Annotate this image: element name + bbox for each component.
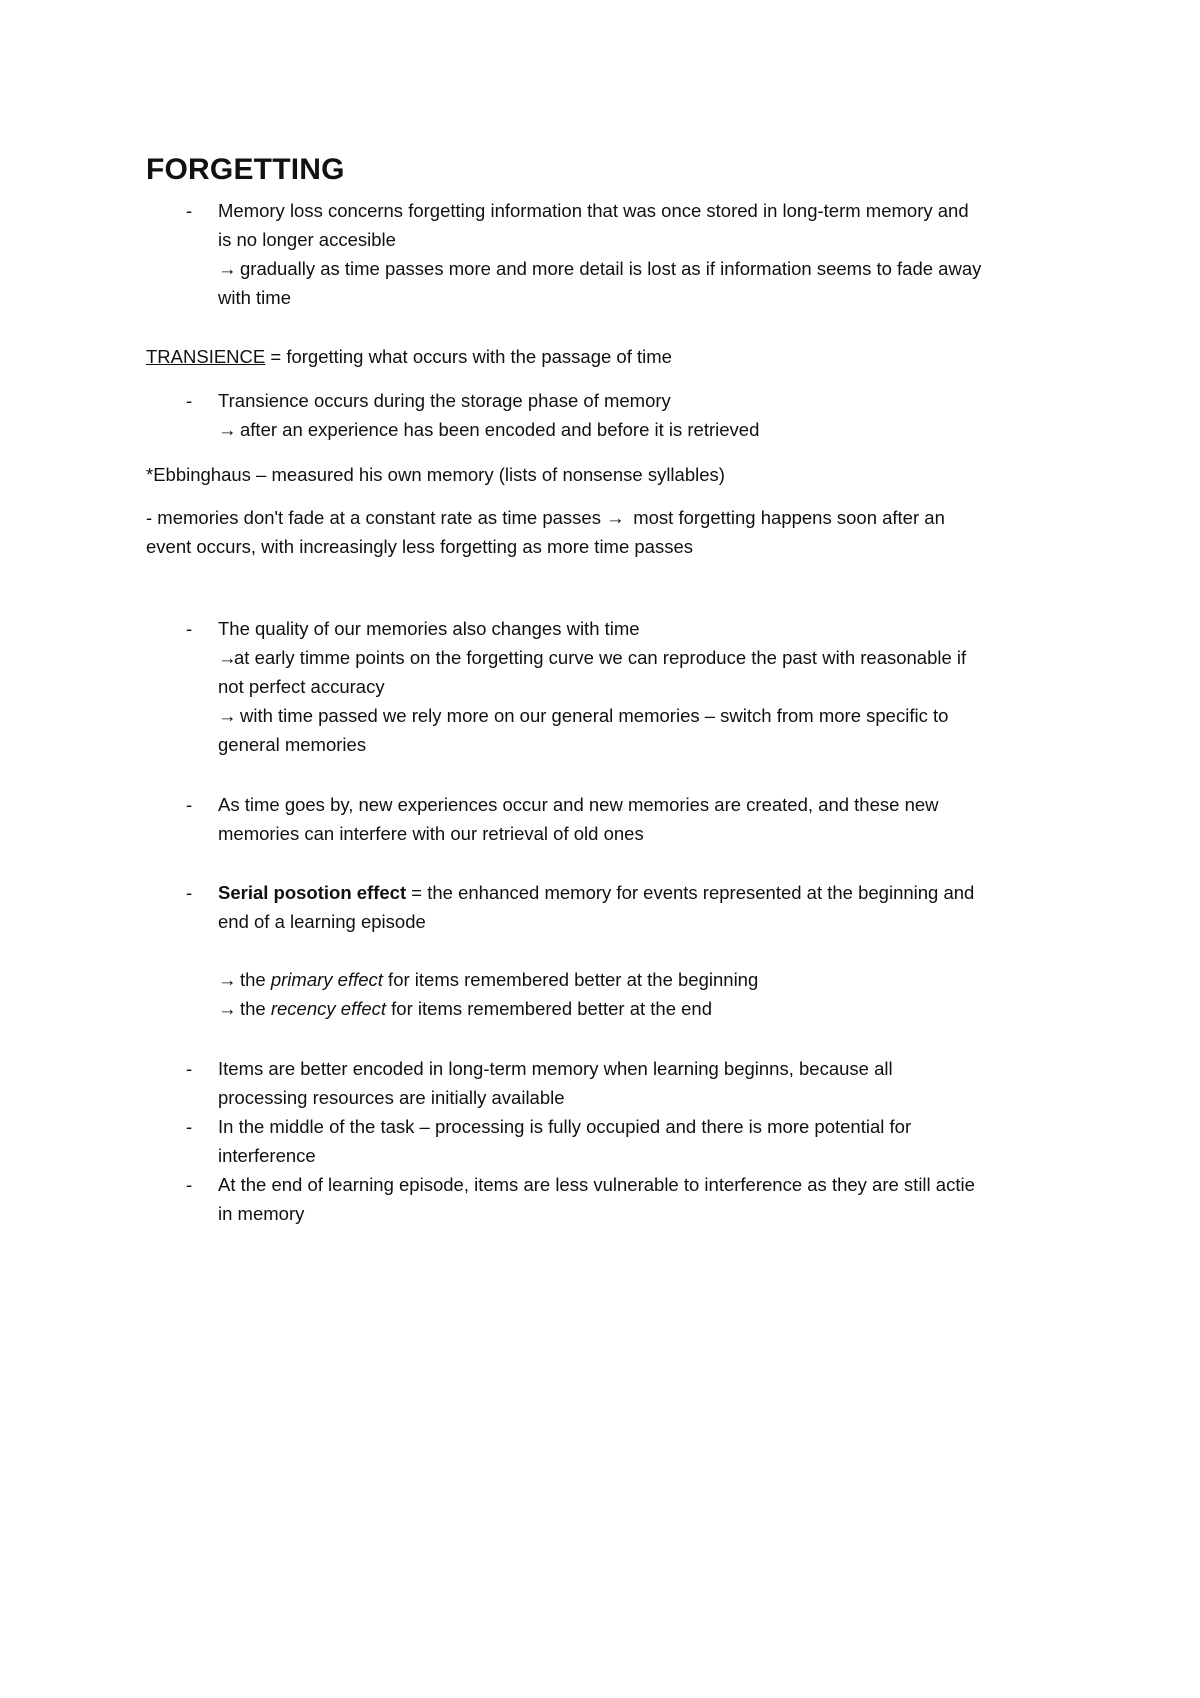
arrow-icon: → bbox=[218, 419, 237, 440]
definition-text: = forgetting what occurs with the passage of time bbox=[265, 346, 672, 367]
bullet-dash: - bbox=[186, 200, 193, 221]
bullet-encoded-beginning bbox=[218, 1054, 893, 1112]
serial-position-effects bbox=[218, 965, 758, 1023]
text-line: memories can interfere with our retrieval of old ones bbox=[218, 823, 644, 844]
arrow-icon: → bbox=[218, 705, 237, 726]
bullet-quality-changes bbox=[218, 614, 966, 759]
text-line bbox=[218, 701, 966, 730]
text-line: The quality of our memories also changes with time bbox=[218, 618, 640, 639]
text-line: not perfect accuracy bbox=[218, 676, 385, 697]
text-line bbox=[218, 643, 966, 672]
text-span: after an experience has been encoded and before it is retrieved bbox=[240, 419, 760, 440]
arrow-icon: → bbox=[218, 998, 237, 1019]
bullet-dash: - bbox=[186, 882, 193, 903]
text-line: In the middle of the task – processing is fully occupied and there is more potential for bbox=[218, 1116, 912, 1137]
ebbinghaus-note: *Ebbinghaus – measured his own memory (lists of nonsense syllables) bbox=[146, 464, 725, 485]
bullet-serial-position bbox=[218, 878, 974, 936]
text-span: most forgetting happens soon after an bbox=[628, 507, 945, 528]
text-line: is no longer accesible bbox=[218, 229, 396, 250]
bullet-dash: - bbox=[186, 1058, 193, 1079]
bullet-dash: - bbox=[186, 390, 193, 411]
text-span: the bbox=[240, 998, 271, 1019]
text-span: - memories don't fade at a constant rate as time passes bbox=[146, 507, 607, 528]
text-line bbox=[218, 994, 758, 1023]
bullet-dash: - bbox=[186, 1174, 193, 1195]
text-line: processing resources are initially available bbox=[218, 1087, 565, 1108]
text-line: general memories bbox=[218, 734, 367, 755]
text-span: = the enhanced memory for events represented at the beginning and bbox=[406, 882, 975, 903]
text-line bbox=[218, 415, 759, 444]
text-span: with time passed we rely more on our general memories – switch from more specific to bbox=[240, 705, 949, 726]
bullet-new-experiences bbox=[218, 790, 939, 848]
text-line: As time goes by, new experiences occur and new memories are created, and these new bbox=[218, 794, 939, 815]
text-span: for items remembered better at the end bbox=[386, 998, 712, 1019]
page-title: FORGETTING bbox=[146, 153, 345, 186]
text-line: Items are better encoded in long-term memory when learning beginns, because all bbox=[218, 1058, 893, 1079]
bullet-dash: - bbox=[186, 618, 193, 639]
fade-paragraph bbox=[146, 503, 945, 561]
text-line: event occurs, with increasingly less forgetting as more time passes bbox=[146, 536, 694, 557]
text-line: with time bbox=[218, 287, 291, 308]
text-line: end of a learning episode bbox=[218, 911, 426, 932]
bullet-memory-loss bbox=[218, 196, 981, 312]
arrow-icon: → bbox=[606, 507, 625, 528]
term-recency-effect: recency effect bbox=[270, 998, 387, 1019]
text-line bbox=[218, 965, 758, 994]
arrow-icon: → bbox=[218, 969, 237, 990]
term-primary-effect: primary effect bbox=[270, 969, 383, 990]
bullet-middle-task bbox=[218, 1112, 911, 1170]
text-span: gradually as time passes more and more detail is lost as if information seems to fade away bbox=[240, 258, 982, 279]
bullet-transience-storage bbox=[218, 386, 759, 444]
text-line bbox=[146, 503, 945, 532]
text-line: At the end of learning episode, items are less vulnerable to interference as they are still actie bbox=[218, 1174, 975, 1195]
transience-definition bbox=[146, 342, 672, 371]
text-span: at early timme points on the forgetting curve we can reproduce the past with reasonable if bbox=[234, 647, 967, 668]
text-span: the bbox=[240, 969, 271, 990]
arrow-icon: → bbox=[218, 258, 237, 279]
term-transience: TRANSIENCE bbox=[146, 346, 266, 367]
text-line: Memory loss concerns forgetting information that was once stored in long-term memory and bbox=[218, 200, 969, 221]
text-line bbox=[218, 254, 981, 283]
bullet-end-episode bbox=[218, 1170, 975, 1228]
arrow-icon: → bbox=[218, 647, 237, 668]
text-line: interference bbox=[218, 1145, 316, 1166]
text-span: for items remembered better at the beginning bbox=[382, 969, 759, 990]
text-line: Transience occurs during the storage phase of memory bbox=[218, 390, 671, 411]
bullet-dash: - bbox=[186, 794, 193, 815]
text-line: in memory bbox=[218, 1203, 305, 1224]
term-serial-position: Serial posotion effect bbox=[218, 882, 407, 903]
text-line bbox=[218, 878, 974, 907]
bullet-dash: - bbox=[186, 1116, 193, 1137]
